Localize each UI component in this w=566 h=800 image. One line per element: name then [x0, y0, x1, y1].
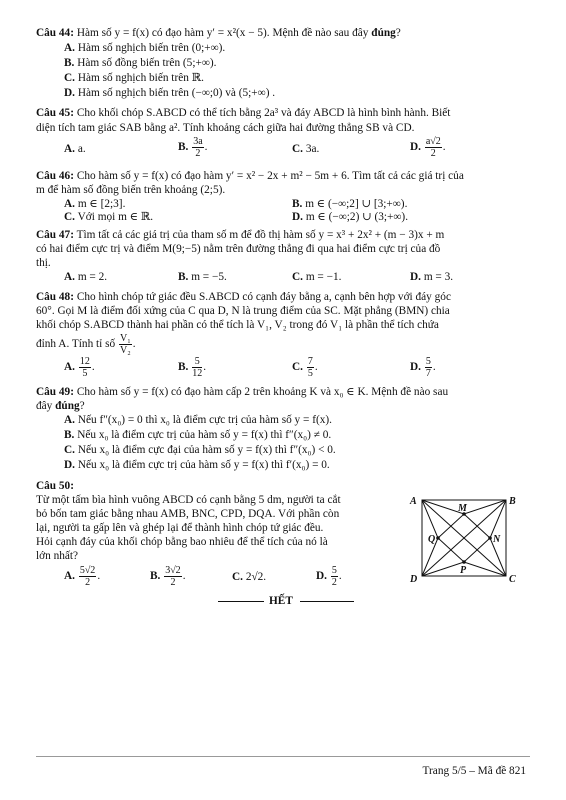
q50-label: Câu 50: — [36, 480, 74, 492]
q49-option-c: C. Nếu x₀ là điểm cực đại của hàm số y = f(x) thì f″(x₀) < 0. — [64, 444, 336, 456]
q47-option-a: A. m = 2. — [64, 271, 108, 283]
q44-option-c: C. Hàm số nghịch biến trên ℝ. — [64, 72, 204, 84]
q47-option-b: B. m = −5. — [178, 271, 227, 283]
q48-stem-line2: 60°. Gọi M là điểm đối xứng của C qua D, N là trung điểm của SC. Mặt phẳng (BMN) chia — [36, 305, 450, 317]
end-text: HẾT — [269, 595, 293, 607]
label-b: B — [509, 496, 516, 507]
q47-option-d: D. m = 3. — [410, 271, 454, 283]
q45-option-d: D. $\frac{a√2}{2}$ . — [410, 136, 446, 159]
q48-option-b: B. $\frac{5}{12}$ . — [178, 356, 207, 379]
q46-option-d: D. m ∈ (−∞;2) ∪ (3;+∞). — [292, 211, 409, 223]
q46-option-b: B. m ∈ (−∞;2] ∪ [3;+∞). — [292, 198, 408, 210]
q49-option-d: D. Nếu x₀ là điểm cực trị của hàm số y = f(x) thì f′(x₀) = 0. — [64, 459, 330, 471]
q50-line4: Hỏi cạnh đáy của khối chóp bằng bao nhiêu để thể tích của nó là — [36, 536, 328, 548]
q49-option-b: B. Nếu x₀ là điểm cực trị của hàm số y = f(x) thì f″(x₀) ≠ 0. — [64, 429, 332, 441]
label-m: M — [458, 503, 467, 514]
label-p: P — [460, 565, 467, 576]
q46-option-a: A. m ∈ [2;3]. — [64, 198, 126, 210]
q44-option-d: D. Hàm số nghịch biến trên (−∞;0) và (5;+∞) . — [64, 87, 276, 99]
q45-option-b: B. $\frac{3a}{2}$ . — [178, 136, 208, 159]
end-rule-right — [300, 601, 354, 602]
q46-option-c: C. Với mọi m ∈ ℝ. — [64, 211, 154, 223]
point-n — [488, 536, 492, 540]
q47-option-c: C. m = −1. — [292, 271, 342, 283]
label-d: D — [410, 574, 418, 585]
q50-option-c: C. 2√2. — [232, 571, 267, 583]
q50-option-d: D. $\frac{5}{2}$ . — [316, 565, 342, 588]
label-a: A — [410, 496, 417, 507]
q48-stem-line3: khối chóp S.ABCD thành hai phần có thể tích là V₁, V₂ trong đó V₁ là phần thể tích chứa — [36, 319, 439, 331]
q48-option-a: A. $\frac{12}{5}$ . — [64, 356, 95, 379]
label-q: Q — [428, 534, 436, 545]
q50-line2: bỏ bốn tam giác bằng nhau AMB, BNC, CPD, DQA. Với phần còn — [36, 508, 340, 520]
q50-square-figure — [408, 492, 520, 588]
q44-option-b: B. Hàm số đồng biến trên (5;+∞). — [64, 57, 217, 69]
q44-option-a: A. Hàm số nghịch biến trên (0;+∞). — [64, 42, 226, 54]
q46-stem-line1: Câu 46: Cho hàm số y = f(x) có đạo hàm y′ = x² − 2x + m² − 5m + 6. Tìm tất cả các giá trị của — [36, 170, 464, 182]
q48-stem-line1: Câu 48: Cho hình chóp tứ giác đều S.ABCD có cạnh đáy bằng a, cạnh bên hợp với đáy góc — [36, 291, 451, 303]
footer-rule — [36, 756, 530, 757]
q46-stem-line2: m để hàm số đồng biến trên khoảng (2;5). — [36, 184, 226, 196]
q45-stem-line2: diện tích tam giác SAB bằng a². Tính khoảng cách giữa hai đường thẳng SB và CD. — [36, 122, 415, 134]
q50-line1: Từ một tấm bìa hình vuông ABCD có cạnh bằng 5 dm, người ta cắt — [36, 494, 341, 506]
q50-option-b: B. $\frac{3√2}{2}$ . — [150, 565, 186, 588]
q45-option-c: C. 3a. — [292, 143, 320, 155]
point-p — [462, 560, 466, 564]
q47-stem-line3: thị. — [36, 257, 51, 269]
point-q — [436, 536, 440, 540]
q47-stem-line1: Câu 47: Tìm tất cả các giá trị của tham số m để đồ thị hàm số y = x³ + 2x² + (m − 3)x + m — [36, 229, 445, 241]
label-c: C — [509, 574, 516, 585]
label-n: N — [493, 534, 501, 545]
q49-option-a: A. Nếu f″(x₀) = 0 thì x₀ là điểm cực trị của hàm số y = f(x). — [64, 414, 332, 426]
q49-stem-line1: Câu 49: Cho hàm số y = f(x) có đạo hàm cấp 2 trên khoảng K và x₀ ∈ K. Mệnh đề nào sau — [36, 386, 449, 398]
q50-line3: lại, người ta gấp lên và ghép lại để thành hình chóp tứ giác đều. — [36, 522, 324, 534]
q45-option-a: A. a. — [64, 143, 86, 155]
q50-line5: lớn nhất? — [36, 550, 79, 562]
q48-option-c: C. $\frac{7}{5}$ . — [292, 356, 318, 379]
q47-stem-line2: có hai điểm cực trị và điểm M(9;−5) nằm trên đường thẳng đi qua hai điểm cực trị của đồ — [36, 243, 441, 255]
q49-stem-line2: đây đúng? — [36, 400, 85, 412]
q48-stem-line4: đỉnh A. Tính tỉ số $\frac{\text{V₁}}{\text{V₂}}$ . — [36, 333, 136, 356]
q50-option-a: A. $\frac{5√2}{2}$ . — [64, 565, 101, 588]
q45-stem-line1: Câu 45: Cho khối chóp S.ABCD có thể tích bằng 2a³ và đáy ABCD là hình bình hành. Biết — [36, 107, 451, 119]
end-rule-left — [218, 601, 264, 602]
q44-stem: Câu 44: Hàm số y = f(x) có đạo hàm y′ = x²(x − 5). Mệnh đề nào sau đây đúng? — [36, 27, 401, 39]
footer-page-code: Trang 5/5 – Mã đề 821 — [422, 765, 526, 777]
q48-option-d: D. $\frac{5}{7}$ . — [410, 356, 436, 379]
